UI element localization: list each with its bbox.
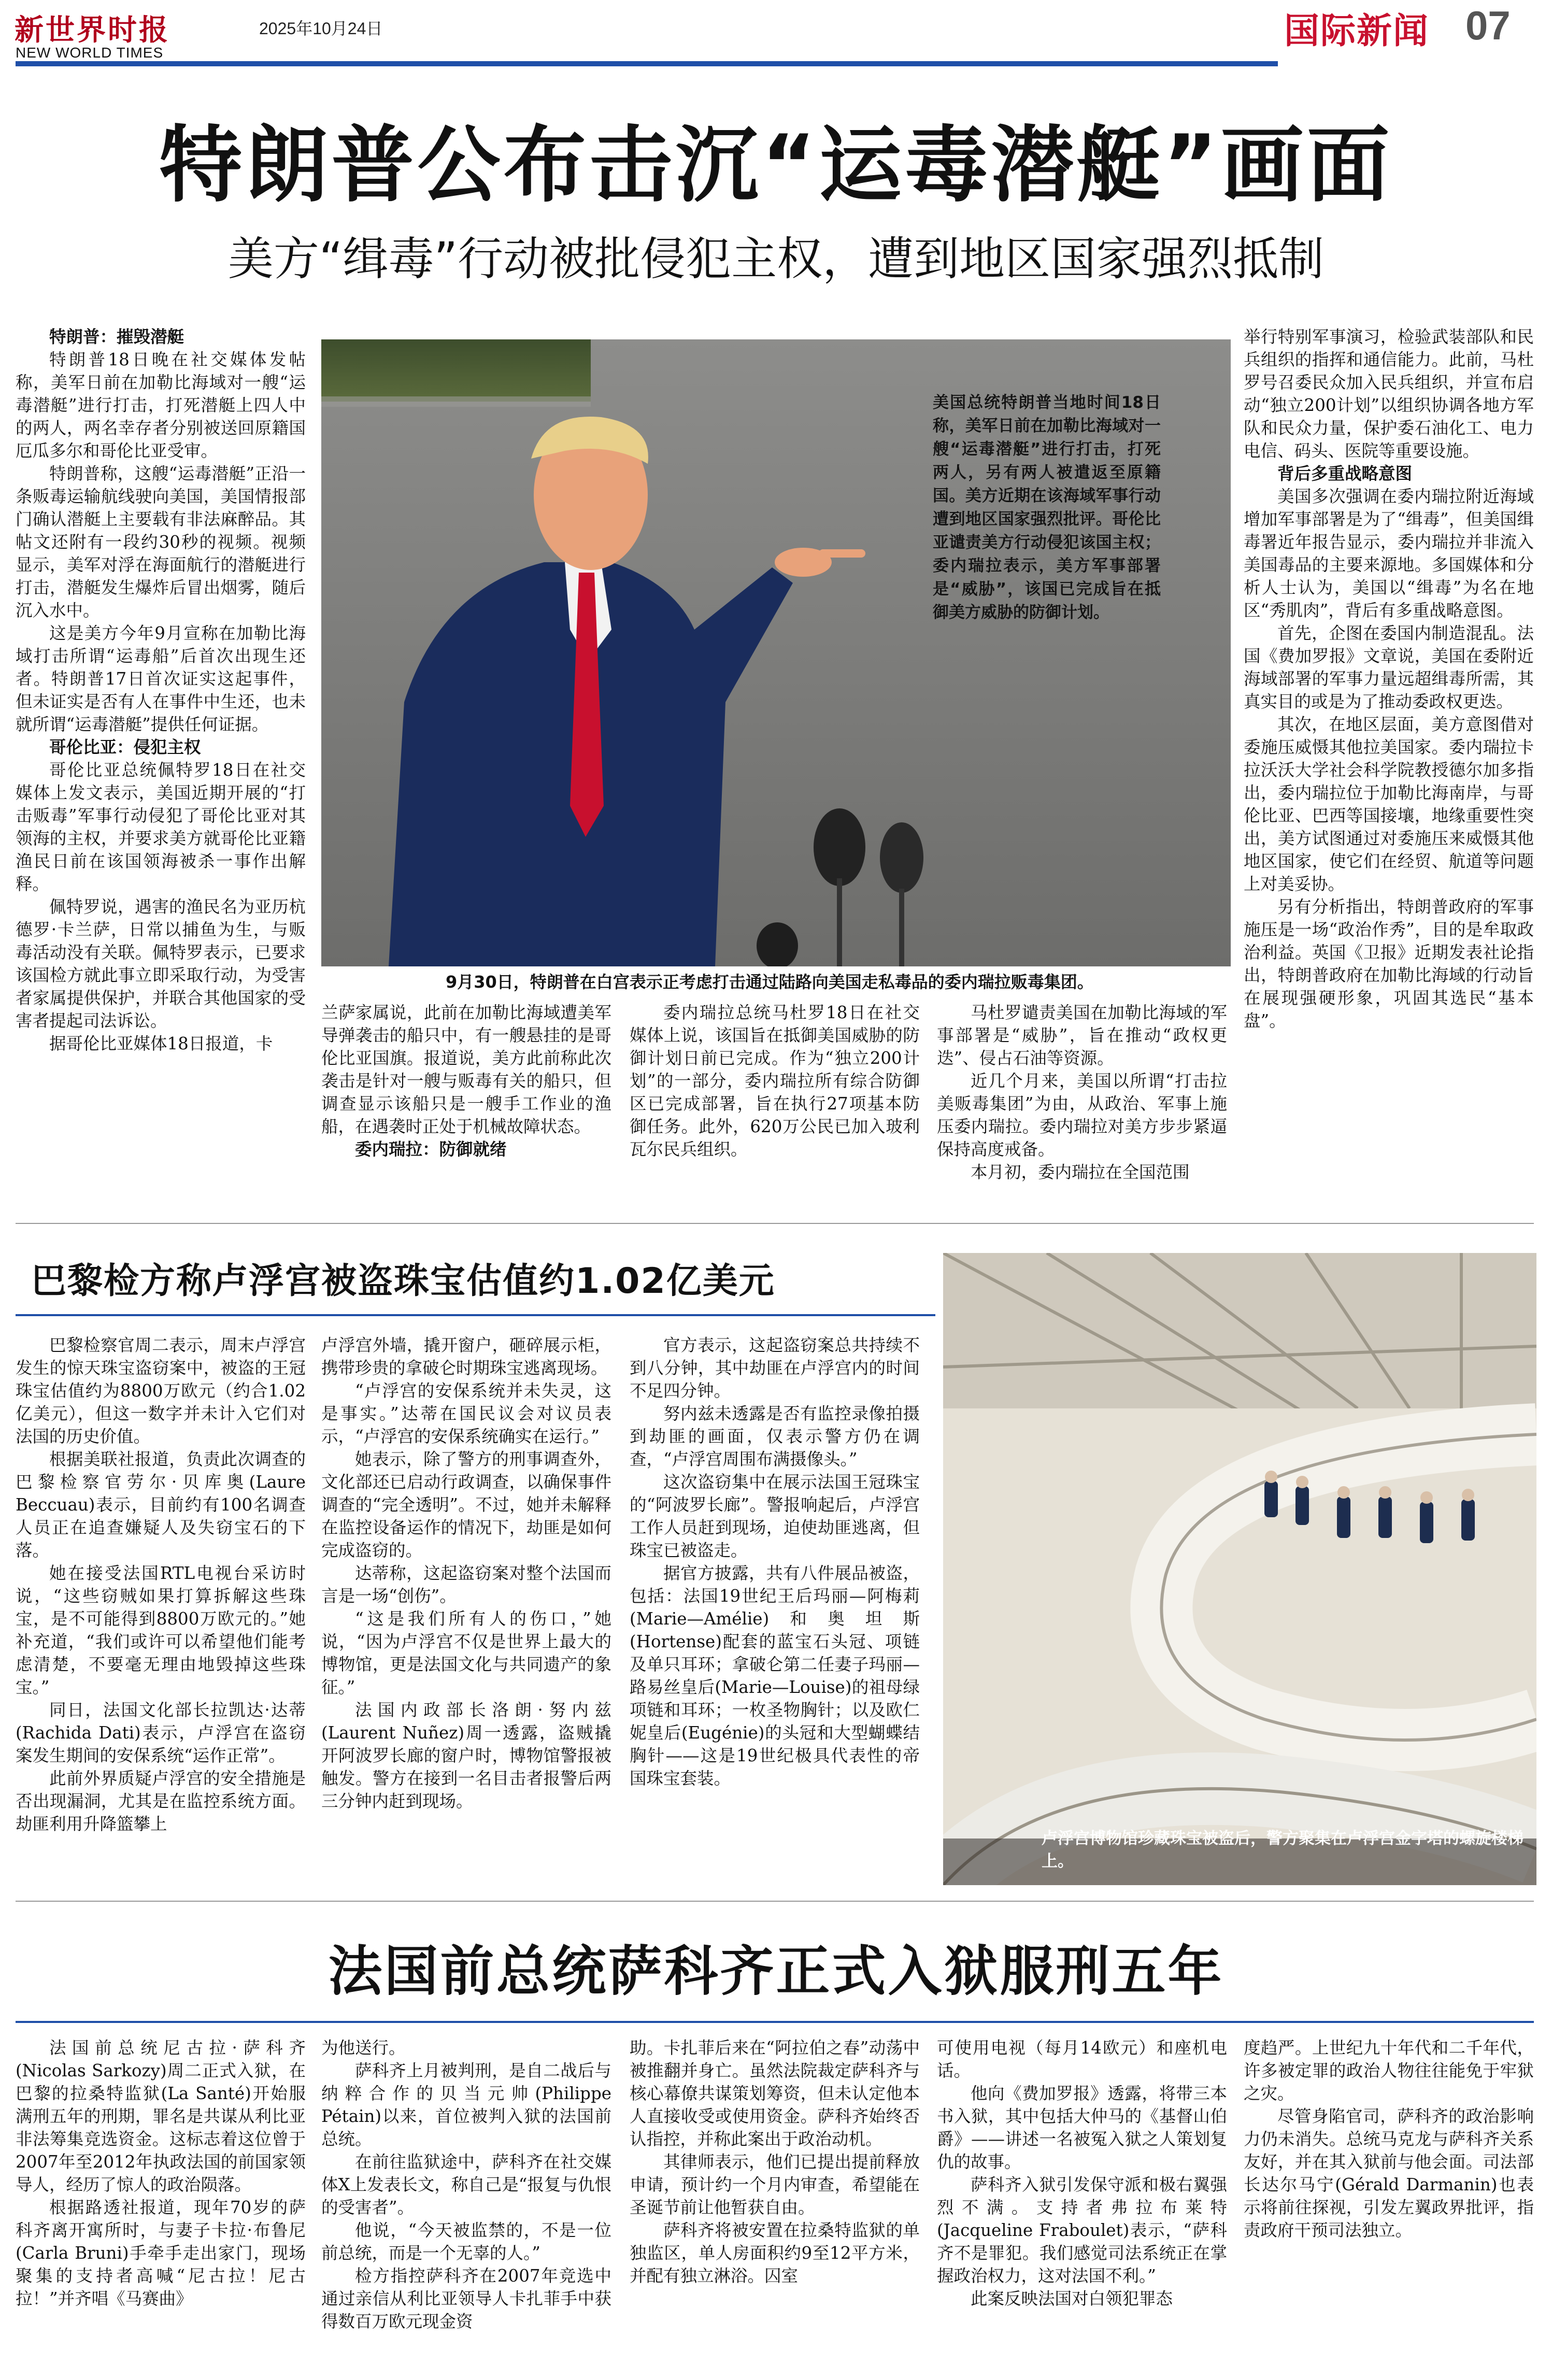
paragraph: 这是美方今年9月宣称在加勒比海域打击所谓“运毒船”后首次出现生还者。特朗普17日首次证实这起事件，但未证实是否有人在事件中生还，也未就所谓“运毒潜艇”提供任何证据。 [16,623,306,734]
masthead-logo: 新世界时报 [15,13,170,47]
paragraph-continued: 为他送行。 [321,2038,406,2058]
article2-headline: 巴黎检方称卢浮宫被盗珠宝估值约1.02亿美元 [31,1261,775,1302]
paragraph: 首先，企图在委国内制造混乱。法国《费加罗报》文章说，美国在委附近海域部署的军事力量远超缉毒所需，其真实目的或是为了推动委政权更迭。 [1244,623,1534,711]
paragraph: 本月初，委内瑞拉在全国范围 [971,1162,1190,1182]
paragraph: 此案反映法国对白领犯罪态 [971,2289,1173,2308]
paragraph: 特朗普称，这艘“运毒潜艇”正沿一条贩毒运输航线驶向美国，美国情报部门确认潜艇上主要载有非法麻醉品。其帖文还附有一段约30秒的视频。视频显示，美军对浮在海面航行的潜艇进行打击，潜艇发生爆炸后冒出烟雾，随后沉入水中。 [16,464,306,620]
subheading: 委内瑞拉：防御就绪 [355,1139,507,1159]
paragraph: 尽管身陷官司，萨科齐的政治影响力仍未消失。总统马克龙与萨科齐关系友好，并在其入狱前与他会面。司法部长达尔马宁(Gérald Darmanin)也表示将前往探视，引发左翼政界批评，指责政府干预司法独立。 [1244,2106,1534,2240]
paragraph: 他说，“今天被监禁的，不是一位前总统，而是一个无辜的人。” [321,2220,611,2263]
paragraph: 这次盗窃集中在展示法国王冠珠宝的“阿波罗长廊”。警报响起后，卢浮宫工作人员赶到现场，迫使劫匪逃离，但珠宝已被盗走。 [630,1472,920,1560]
paragraph: 另有分析指出，特朗普政府的军事施压是一场“政治作秀”，目的是牟取政治利益。英国《卫报》近期发表社论指出，特朗普政府在加勒比海域的行动旨在展现强硬形象，巩固其选民“基本盘”。 [1244,897,1534,1031]
paragraph: 法国内政部长洛朗·努内兹(Laurent Nuñez)周一透露，盗贼撬开阿波罗长廊的窗户时，博物馆警报被触发。警方在接到一名目击者报警后两三分钟内赶到现场。 [321,1700,611,1811]
paragraph-continued: 兰萨家属说，此前在加勒比海域遭美军导弹袭击的船只中，有一艘悬挂的是哥伦比亚国旗。报道说，美方此前称此次袭击是针对一艘与贩毒有关的船只，但调查显示该船只是一艘手工作业的渔船，在遇袭时正处于机械故障状态。 [321,1003,611,1136]
paragraph: 达蒂称，这起盗窃案对整个法国而言是一场“创伤”。 [321,1563,611,1606]
paragraph: 此前外界质疑卢浮宫的安全措施是否出现漏洞，尤其是在监控系统方面。劫匪利用升降篮攀上 [16,1769,306,1834]
subheading: 特朗普：摧毁潜艇 [49,327,184,347]
article2-column-3 [630,1334,920,1790]
page-number: 07 [1465,3,1511,48]
paragraph: 根据美联社报道，负责此次调查的巴黎检察官劳尔·贝库奥(Laure Beccuau)表示，目前约有100名调查人员正在追查嫌疑人及失窃宝石的下落。 [16,1449,306,1560]
paragraph: 他向《费加罗报》透露，将带三本书入狱，其中包括大仲马的《基督山伯爵》——讲述一名被冤入狱之人策划复仇的故事。 [937,2084,1227,2172]
article2-column-1 [16,1334,306,1835]
paragraph: 近几个月来，美国以所谓“打击拉美贩毒集团”为由，从政治、军事上施压委内瑞拉。委内瑞拉对美方步步紧逼保持高度戒备。 [937,1071,1227,1159]
article1-column-3 [630,1001,920,1161]
subheading: 背后多重战略意图 [1277,464,1413,483]
article3-headline: 法国前总统萨科齐正式入狱服刑五年 [328,1940,1224,2003]
louvre-staircase-illustration [943,1253,1536,1885]
paragraph: 其次，在地区层面，美方意图借对委施压威慑其他拉美国家。委内瑞拉卡拉沃沃大学社会科学院教授德尔加多指出，委内瑞拉位于加勒比海南岸，与哥伦比亚、巴西等国接壤，地缘重要性突出，美方试图通过对委施压来威慑其他地区国家，使它们在经贸、航道等问题上对美妥协。 [1244,715,1534,894]
article3-column-4 [937,2036,1227,2310]
paragraph: 她在接受法国RTL电视台采访时说，“这些窃贼如果打算拆解这些珠宝，是不可能得到8800万欧元的。”她补充道，“我们或许可以希望他们能考虑清楚，不要毫无理由地毁掉这些珠宝。” [16,1563,306,1697]
article2-column-2 [321,1334,611,1813]
article3-column-2 [321,2036,611,2333]
paragraph-continued: 助。卡扎菲后来在“阿拉伯之春”动荡中被推翻并身亡。虽然法院裁定萨科齐与核心幕僚共谋策划筹资，但未认定他本人直接收受或使用资金。萨科齐始终否认指控，并称此案出于政治动机。 [630,2038,920,2149]
paragraph: 官方表示，这起盗窃案总共持续不到八分钟，其中劫匪在卢浮宫内的时间不足四分钟。 [630,1335,920,1401]
paragraph: 同日，法国文化部长拉凯达·达蒂(Rachida Dati)表示，卢浮宫在盗窃案发生期间的安保系统“运作正常”。 [16,1700,306,1765]
article3-headline-rule [16,2021,1534,2023]
paragraph: 马杜罗谴责美国在加勒比海域的军事部署是“威胁”，旨在推动“政权更迭”、侵占石油等资源。 [937,1003,1227,1068]
article1-photo-inset-text: 美国总统特朗普当地时间18日称，美军日前在加勒比海域对一艘“运毒潜艇”进行打击，打死两人，另有两人被遣返至原籍国。美方近期在该海域军事行动遭到地区国家强烈批评。哥伦比亚谴责美方行动侵犯该国主权；委内瑞拉表示，美方军事部署是“威胁”，该国已完成旨在抵御美方威胁的防御计划。 [933,393,1161,622]
section-title: 国际新闻 [1284,11,1430,52]
issue-date: 2025年10月24日 [259,19,383,38]
article2-photo-caption: 卢浮宫博物馆珍藏珠宝被盗后，警方聚集在卢浮宫金字塔的螺旋楼梯上。 [1042,1829,1523,1871]
article1-photo-caption: 9月30日，特朗普在白宫表示正考虑打击通过陆路向美国走私毒品的委内瑞拉贩毒集团。 [446,972,1094,992]
article1-photo [321,339,1231,966]
masthead-english-name: NEW WORLD TIMES [16,45,164,61]
article3-column-3 [630,2036,920,2287]
paragraph-continued: 举行特别军事演习，检验武装部队和民兵组织的指挥和通信能力。此前，马杜罗号召委民众加入民兵组织，并宣布启动“独立200计划”以组织协调各地方军队和民众力量，保护委石油化工、电力电信、码头、医院等重要设施。 [1244,327,1534,461]
paragraph: 根据路透社报道，现年70岁的萨科齐离开寓所时，与妻子卡拉·布鲁尼(Carla Bruni)手牵手走出家门，现场聚集的支持者高喊“尼古拉！尼古拉！”并齐唱《马赛曲》 [16,2198,306,2308]
paragraph-continued: 度趋严。上世纪九十年代和二千年代，许多被定罪的政治人物往往能免于牢狱之灾。 [1244,2038,1534,2103]
article1-column-5 [1244,325,1534,1032]
article1-headline: 特朗普公布击沉“运毒潜艇”画面 [159,117,1393,213]
paragraph: 在前往监狱途中，萨科齐在社交媒体X上发表长文，称自己是“报复与仇恨的受害者”。 [321,2152,611,2217]
paragraph: 据官方披露，共有八件展品被盗，包括：法国19世纪王后玛丽—阿梅莉(Marie—Amélie)和奥坦斯(Hortense)配套的蓝宝石头冠、项链及单只耳环；拿破仑第二任妻子玛丽—路易丝皇后(Marie—Louise)的祖母绿项链和耳环；一枚圣物胸针；以及欧仁妮皇后(Eugénie)的头冠和大型蝴蝶结胸针——这是19世纪极具代表性的帝国珠宝套装。 [630,1563,920,1788]
paragraph: 美国多次强调在委内瑞拉附近海域增加军事部署是为了“缉毒”，但美国缉毒署近年报告显示，委内瑞拉并非流入美国毒品的主要来源地。多国媒体和分析人士认为，美国以“缉毒”为名在地区“秀肌肉”，背后有多重战略意图。 [1244,487,1534,620]
subheading: 哥伦比亚：侵犯主权 [49,737,201,757]
article1-column-2 [321,1001,611,1161]
article-divider-1 [16,1223,1534,1224]
paragraph: 巴黎检察官周二表示，周末卢浮宫发生的惊天珠宝盗窃案中，被盗的王冠珠宝估值约为8800万欧元（约合1.02亿美元），但这一数字并未计入它们对法国的历史价值。 [16,1335,306,1446]
article2-photo [943,1253,1536,1885]
paragraph: 佩特罗说，遇害的渔民名为亚历杭德罗·卡兰萨，日常以捕鱼为生，与贩毒活动没有关联。佩特罗表示，已要求该国检方就此事立即采取行动，为受害者家属提供保护，并联合其他国家的受害者提起司法诉讼。 [16,897,306,1031]
paragraph: 委内瑞拉总统马杜罗18日在社交媒体上说，该国旨在抵御美国威胁的防御计划日前已完成。作为“独立200计划”的一部分，委内瑞拉所有综合防御区已完成部署，旨在执行27项基本防御任务。此外，620万公民已加入玻利瓦尔民兵组织。 [630,1003,920,1159]
paragraph: “卢浮宫的安保系统并未失灵，这是事实。”达蒂在国民议会对议员表示，“卢浮宫的安保系统确实在运行。” [321,1381,611,1446]
article-divider-2 [16,1901,1534,1902]
paragraph: 她表示，除了警方的刑事调查外，文化部还已启动行政调查，以确保事件调查的“完全透明”。不过，她并未解释在监控设备运作的情况下，劫匪是如何完成盗窃的。 [321,1449,611,1560]
masthead-rule [16,61,1278,66]
paragraph: 努内兹未透露是否有监控录像拍摄到劫匪的画面，仅表示警方仍在调查，“卢浮宫周围布满摄像头。” [630,1404,920,1469]
paragraph: “这是我们所有人的伤口，”她说，“因为卢浮宫不仅是世界上最大的博物馆，更是法国文化与共同遗产的象征。” [321,1609,611,1697]
paragraph: 其律师表示，他们已提出提前释放申请，预计约一个月内审查，希望能在圣诞节前让他暂获自由。 [630,2152,920,2217]
paragraph-continued: 可使用电视（每月14欧元）和座机电话。 [937,2038,1227,2080]
paragraph: 萨科齐将被安置在拉桑特监狱的单独监区，单人房面积约9至12平方米，并配有独立淋浴。囚室 [630,2220,920,2286]
paragraph: 法国前总统尼古拉·萨科齐(Nicolas Sarkozy)周二正式入狱，在巴黎的拉桑特监狱(La Santé)开始服满刑五年的刑期，罪名是共谋从利比亚非法筹集竞选资金。这标志着这位曾于2007年至2012年执政法国的前国家领导人，经历了惊人的政治陨落。 [16,2038,306,2194]
paragraph: 萨科齐入狱引发保守派和极右翼强烈不满。支持者弗拉布莱特(Jacqueline Fraboulet)表示，“萨科齐不是罪犯。我们感觉司法系统正在掌握政治权力，这对法国不利。” [937,2175,1227,2286]
paragraph-continued: 卢浮宫外墙，撬开窗户，砸碎展示柜，携带珍贵的拿破仑时期珠宝逃离现场。 [321,1335,611,1378]
paragraph: 特朗普18日晚在社交媒体发帖称，美军日前在加勒比海域对一艘“运毒潜艇”进行打击，打死潜艇上四人中的两人，两名幸存者分别被送回原籍国厄瓜多尔和哥伦比亚受审。 [16,350,306,461]
paragraph: 萨科齐上月被判刑，是自二战后与纳粹合作的贝当元帅(Philippe Pétain)以来，首位被判入狱的法国前总统。 [321,2061,611,2149]
article1-column-1 [16,325,306,1055]
article1-subheadline: 美方“缉毒”行动被批侵犯主权，遭到地区国家强烈抵制 [227,232,1325,286]
article3-column-1 [16,2036,306,2310]
paragraph: 检方指控萨科齐在2007年竞选中通过亲信从利比亚领导人卡扎菲手中获得数百万欧元现金资 [321,2266,611,2331]
paragraph: 哥伦比亚总统佩特罗18日在社交媒体上发文表示，美国近期开展的“打击贩毒”军事行动侵犯了哥伦比亚对其领海的主权，并要求美方就哥伦比亚籍渔民日前在该国领海被杀一事作出解释。 [16,760,306,894]
article2-headline-rule [16,1314,935,1316]
article1-column-4 [937,1001,1227,1184]
article3-column-5 [1244,2036,1534,2242]
paragraph: 据哥伦比亚媒体18日报道，卡 [49,1034,273,1053]
